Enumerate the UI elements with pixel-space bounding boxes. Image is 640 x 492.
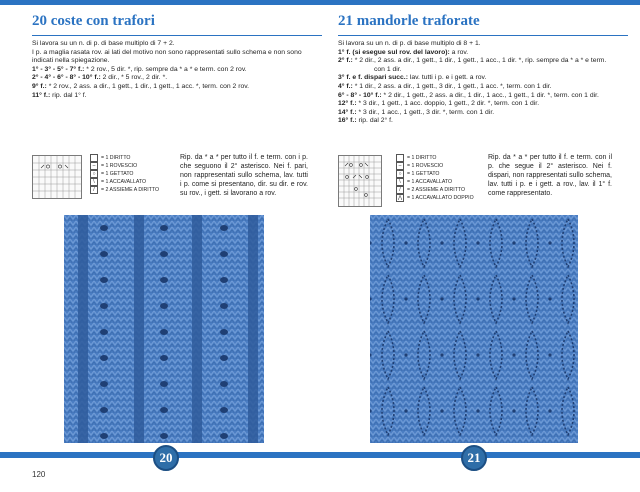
title-divider [32, 35, 322, 36]
title-divider [338, 35, 628, 36]
yarn-over-icon: ○ [396, 170, 404, 178]
knit-icon [90, 154, 98, 162]
page-number: 120 [32, 470, 46, 479]
pattern-title: 21 mandorle traforate [338, 13, 480, 29]
chart-note: Rip. da * a * per tutto il f. e term. con il p. che segue il 2° asterisco. Nei f. dispari, non rappresentati sullo schema, lav. tutti i p. e i gett. a rov., lav. il 1° f. come rappresentato. [488, 154, 612, 197]
intro-text: Si lavora su un n. di p. di base multiplo di 8 + 1. [338, 40, 481, 47]
row-instruction: 16° f.: rip. dal 2° f. [338, 117, 393, 125]
stitch-chart-grid [339, 156, 381, 206]
yarn-over-icon: ○ [90, 170, 98, 178]
skp-icon: \ [90, 178, 98, 186]
row-instruction: 2° - 4° - 6° - 8° - 10° f.: 2 dir., * 5 rov., 2 dir. *. [32, 74, 168, 82]
row-instruction: 11° f.: rip. dal 1° f. [32, 91, 87, 99]
legend-item: ○ = 1 GETTATO [90, 170, 159, 178]
intro-text: I p. a maglia rasata rov. ai lati del motivo non sono rappresentati sullo schema e non sono indicati nella spiegazione. [32, 48, 302, 65]
k2tog-icon: / [396, 186, 404, 194]
knit-icon [396, 154, 404, 162]
chart-legend [396, 154, 474, 202]
bottom-accent-bar [0, 452, 640, 458]
stitch-chart-grid [33, 156, 81, 198]
chart-note: Rip. da * a * per tutto il f. e term. con i p. che seguono il 2° asterisco. Nei f. pari, non rappresentati sullo schema, lav. tutti i p. come si presentano, dir. su dir. e rov. su rov., i gett. si lavorano a rov. [180, 154, 308, 197]
stitch-chart [338, 155, 382, 207]
k2tog-icon: / [90, 186, 98, 194]
rib-eyelet-texture [64, 215, 264, 443]
pattern-number-badge: 21 [461, 445, 487, 471]
legend-item: – = 1 ROVESCIO [396, 162, 474, 170]
legend-item: = 1 DIRITTO [90, 154, 159, 162]
legend-item: ⋀ = 1 ACCAVALLATO DOPPIO [397, 195, 474, 201]
instructions [338, 40, 628, 126]
almond-lace-texture [370, 215, 578, 443]
skp-icon: \ [396, 178, 404, 186]
legend-item: / = 2 ASSIEME A DIRITTO [90, 186, 159, 194]
row-instruction: 2° f.: * 2 dir., 2 ass. a dir., 1 gett., 1 dir., 1 gett., 1 acc., 1 dir. *, rip. sempre da * a * e term. [338, 57, 607, 65]
row-instruction: 9° f.: * 2 rov., 2 ass. a dir., 1 gett., 1 dir., 1 gett., 1 acc. *, term. con 2 rov. [32, 82, 250, 90]
chart-legend [90, 154, 159, 194]
knit-swatch-photo [64, 215, 264, 443]
row-instruction: 1° f. (si esegue sul rov. del lavoro): a rov. [338, 48, 469, 56]
legend-item: \ = 1 ACCAVALLATO [90, 178, 159, 186]
intro-text: Si lavora su un n. di p. di base multiplo di 7 + 2. [32, 40, 175, 47]
purl-icon: – [90, 162, 98, 170]
row-instruction: 14° f.: * 3 dir., 1 acc., 1 gett., 3 dir. *, term. con 1 dir. [338, 108, 495, 116]
legend-item: / = 2 ASSIEME A DIRITTO [396, 186, 474, 194]
legend-item: ○ = 1 GETTATO [396, 170, 474, 178]
row-instruction-cont: con 1 dir. [374, 65, 402, 73]
double-skp-icon: ⋀ [397, 195, 403, 201]
pattern-title: 20 coste con trafori [32, 13, 155, 29]
top-accent-bar [0, 0, 640, 5]
legend-item: = 1 DIRITTO [396, 154, 474, 162]
purl-icon: – [396, 162, 404, 170]
row-instruction: 6° - 8° - 10° f.: * 2 dir., 1 gett., 2 ass. a dir., 1 dir., 1 acc., 1 gett., 1 dir. *, term. con 1 dir. [338, 91, 599, 99]
stitch-chart [32, 155, 82, 199]
row-instruction: 4° f.: * 1 dir., 2 ass. a dir., 1 gett., 3 dir., 1 gett., 1 acc. *, term. con 1 dir. [338, 82, 552, 90]
pattern-number-badge: 20 [153, 445, 179, 471]
knit-swatch-photo [370, 215, 578, 443]
row-instruction: 1° - 3° - 5° - 7° f.: * 2 rov., 5 dir. *, rip. sempre da * a * e term. con 2 rov. [32, 65, 247, 73]
legend-item: \ = 1 ACCAVALLATO [396, 178, 474, 186]
row-instruction: 12° f.: * 3 dir., 1 gett., 1 acc. doppio, 1 gett., 2 dir. *, term. con 1 dir. [338, 100, 540, 108]
row-instruction: 3° f. e f. dispari succ.: lav. tutti i p. e i gett. a rov. [338, 74, 487, 82]
legend-item: – = 1 ROVESCIO [90, 162, 159, 170]
instructions [32, 40, 322, 100]
